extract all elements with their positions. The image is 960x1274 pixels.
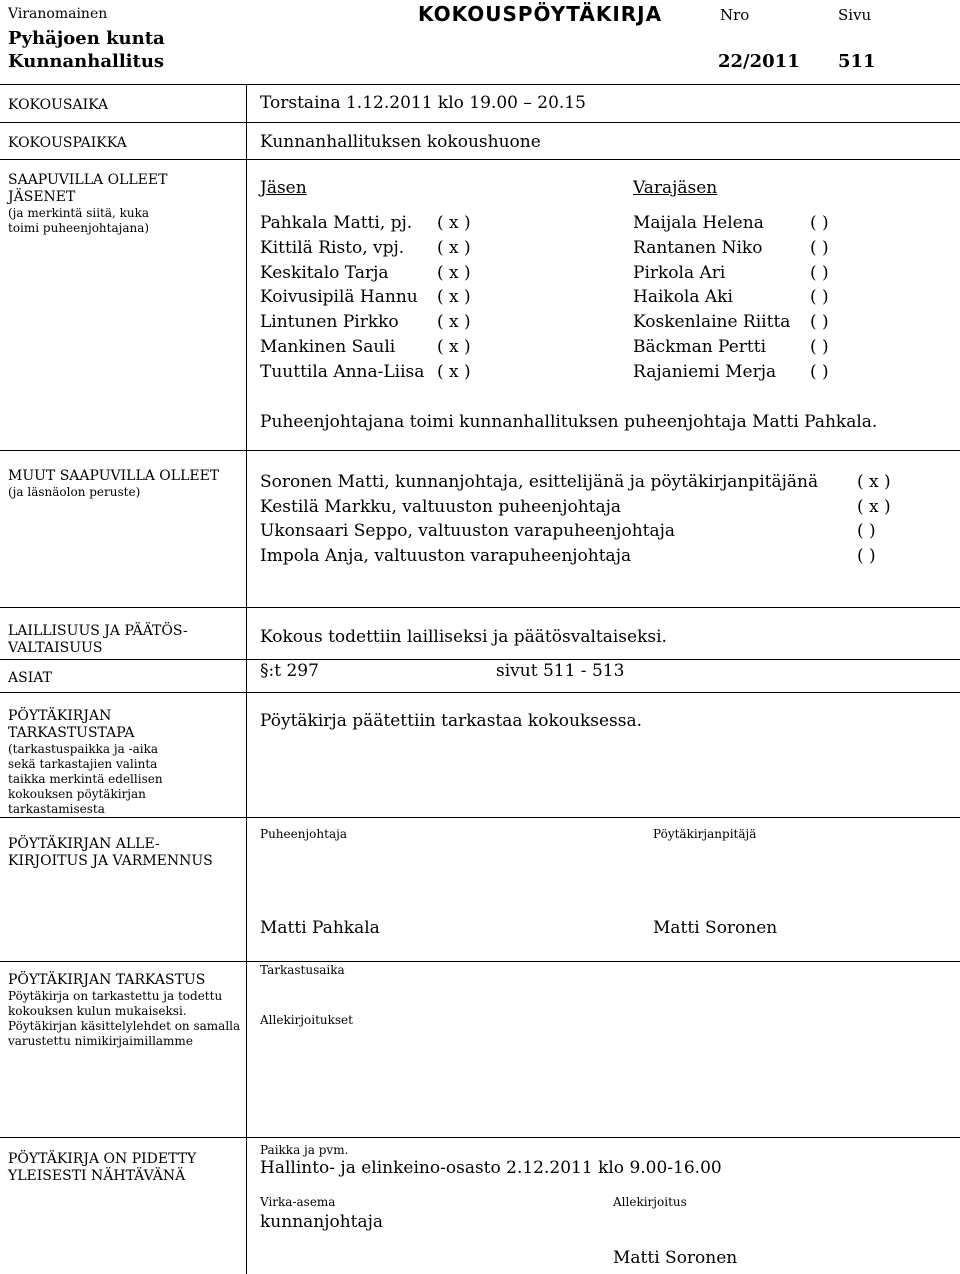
- others-title: MUUT SAAPUVILLA OLLEET: [8, 468, 220, 484]
- deputy-name: Haikola Aki: [633, 287, 733, 308]
- member-name: Lintunen Pirkko: [260, 312, 399, 333]
- public-label-line2: YLEISESTI NÄHTÄVÄNÄ: [8, 1168, 186, 1184]
- other-attendance-mark: ( ): [857, 545, 876, 566]
- member-column-header: Jäsen: [260, 178, 307, 198]
- deputy-attendance-mark: ( ): [810, 361, 829, 382]
- divider: [0, 159, 960, 160]
- deputy-name: Pirkola Ari: [633, 262, 726, 283]
- signature-label-line2: KIRJOITUS JA VARMENNUS: [8, 853, 213, 869]
- member-name: Keskitalo Tarja: [260, 262, 389, 283]
- deputy-column-header: Varajäsen: [633, 178, 718, 198]
- chair-signature-label: Puheenjohtaja: [260, 827, 347, 841]
- member-name: Kittilä Risto, vpj.: [260, 237, 405, 258]
- secretary-signature-label: Pöytäkirjanpitäjä: [653, 827, 757, 841]
- deputy-attendance-mark: ( ): [810, 262, 829, 283]
- legality-value: Kokous todettiin lailliseksi ja päätösvaltaiseksi.: [260, 627, 667, 647]
- member-name: Mankinen Sauli: [260, 337, 396, 357]
- other-attendance-mark: ( x ): [857, 496, 891, 517]
- legality-label-line1: LAILLISUUS JA PÄÄTÖS-: [8, 623, 188, 639]
- municipality-name: Pyhäjoen kunta: [8, 28, 165, 49]
- review-method-value: Pöytäkirja päätettiin tarkastaa kokouksessa.: [260, 711, 643, 731]
- review-label: [8, 972, 243, 1049]
- divider: [246, 817, 247, 961]
- member-attendance-mark: ( x ): [437, 337, 471, 357]
- other-attendee: Soronen Matti, kunnanjohtaja, esittelijänä ja pöytäkirjanpitäjänä: [260, 472, 819, 492]
- members-title: SAAPUVILLA OLLEET JÄSENET: [8, 172, 168, 205]
- legality-label: [8, 623, 188, 657]
- other-attendance-mark: ( x ): [857, 472, 891, 492]
- public-label: [8, 1151, 196, 1185]
- time-label: KOKOUSAIKA: [8, 97, 109, 113]
- divider: [246, 84, 247, 122]
- divider: [246, 659, 247, 692]
- deputy-name: Rantanen Niko: [633, 237, 763, 258]
- others-label: [8, 468, 219, 500]
- members-note: (ja merkintä siitä, kuka toimi puheenjohtajana): [8, 206, 150, 235]
- nro-value: 22/2011: [718, 51, 800, 72]
- authority-label: Viranomainen: [8, 6, 108, 22]
- place-date-value: Hallinto- ja elinkeino-osasto 2.12.2011 klo 9.00-16.00: [260, 1158, 722, 1178]
- divider: [0, 817, 960, 818]
- signature-label: [8, 836, 213, 870]
- review-signatures-label: Allekirjoitukset: [260, 1013, 353, 1027]
- member-name: Koivusipilä Hannu: [260, 287, 418, 308]
- position-label: Virka-asema: [260, 1195, 336, 1209]
- matters-sections: §:t 297: [260, 661, 319, 681]
- deputy-attendance-mark: ( ): [810, 287, 829, 308]
- deputy-name: Rajaniemi Merja: [633, 361, 777, 382]
- divider: [0, 961, 960, 962]
- divider: [246, 692, 247, 817]
- other-attendee: Impola Anja, valtuuston varapuheenjohtaja: [260, 545, 632, 566]
- member-attendance-mark: ( x ): [437, 312, 471, 333]
- member-attendance-mark: ( x ): [437, 262, 471, 283]
- deputy-name: Bäckman Pertti: [633, 337, 767, 357]
- nro-label: Nro: [720, 6, 750, 24]
- divider: [0, 692, 960, 693]
- review-method-line2: TARKASTUSTAPA: [8, 725, 135, 741]
- divider: [246, 607, 247, 659]
- review-method-line1: PÖYTÄKIRJAN: [8, 708, 112, 724]
- divider: [246, 450, 247, 607]
- time-value: Torstaina 1.12.2011 klo 19.00 – 20.15: [260, 93, 586, 113]
- divider: [0, 450, 960, 451]
- divider: [0, 607, 960, 608]
- other-attendee: Kestilä Markku, valtuuston puheenjohtaja: [260, 496, 622, 517]
- other-attendee: Ukonsaari Seppo, valtuuston varapuheenjohtaja: [260, 521, 676, 541]
- other-attendance-mark: ( ): [857, 521, 876, 541]
- review-time-label: Tarkastusaika: [260, 963, 345, 977]
- divider: [246, 159, 247, 450]
- deputy-attendance-mark: ( ): [810, 213, 829, 233]
- review-note: Pöytäkirja on tarkastettu ja todettu kokouksen kulun mukaiseksi. Pöytäkirjan käsittelylehdet on samalla varustettu nimikirjaimillamme: [8, 989, 241, 1048]
- place-date-label: Paikka ja pvm.: [260, 1143, 349, 1157]
- secretary-name: Matti Soronen: [653, 918, 778, 938]
- document-title: KOKOUSPÖYTÄKIRJA: [418, 2, 663, 26]
- member-attendance-mark: ( x ): [437, 361, 471, 382]
- review-method-note: (tarkastuspaikka ja -aika sekä tarkastajien valinta taikka merkintä edellisen kokouksen pöytäkirjan tarkastamisesta: [8, 742, 163, 816]
- matters-label: ASIAT: [8, 670, 52, 686]
- divider: [246, 1137, 247, 1274]
- public-signature-label: Allekirjoitus: [613, 1195, 687, 1209]
- others-note: (ja läsnäolon peruste): [8, 485, 141, 499]
- review-title: PÖYTÄKIRJAN TARKASTUS: [8, 972, 206, 988]
- deputy-attendance-mark: ( ): [810, 312, 829, 333]
- member-attendance-mark: ( x ): [437, 213, 471, 233]
- signature-label-line1: PÖYTÄKIRJAN ALLE-: [8, 836, 160, 852]
- header-rule: [0, 84, 960, 85]
- divider: [0, 1137, 960, 1138]
- member-attendance-mark: ( x ): [437, 237, 471, 258]
- chair-name: Matti Pahkala: [260, 918, 380, 938]
- chair-note: Puheenjohtajana toimi kunnanhallituksen puheenjohtaja Matti Pahkala.: [260, 412, 878, 432]
- sivu-label: Sivu: [838, 6, 872, 24]
- sivu-value: 511: [838, 51, 876, 72]
- public-label-line1: PÖYTÄKIRJA ON PIDETTY: [8, 1151, 197, 1167]
- body-name: Kunnanhallitus: [8, 51, 165, 72]
- member-name: Tuuttila Anna-Liisa: [260, 361, 425, 382]
- deputy-attendance-mark: ( ): [810, 337, 829, 357]
- divider: [246, 961, 247, 1137]
- member-name: Pahkala Matti, pj.: [260, 213, 413, 233]
- deputy-name: Maijala Helena: [633, 213, 764, 233]
- members-label: [8, 172, 178, 236]
- legality-label-line2: VALTAISUUS: [8, 640, 103, 656]
- public-signature-name: Matti Soronen: [613, 1248, 738, 1268]
- place-value: Kunnanhallituksen kokoushuone: [260, 132, 541, 152]
- divider: [0, 659, 960, 660]
- divider: [246, 122, 247, 159]
- position-value: kunnanjohtaja: [260, 1212, 384, 1232]
- matters-pages: sivut 511 - 513: [496, 661, 625, 681]
- review-method-label: [8, 708, 188, 817]
- place-label: KOKOUSPAIKKA: [8, 135, 127, 151]
- member-attendance-mark: ( x ): [437, 287, 471, 308]
- deputy-attendance-mark: ( ): [810, 237, 829, 258]
- deputy-name: Koskenlaine Riitta: [633, 312, 791, 333]
- divider: [0, 122, 960, 123]
